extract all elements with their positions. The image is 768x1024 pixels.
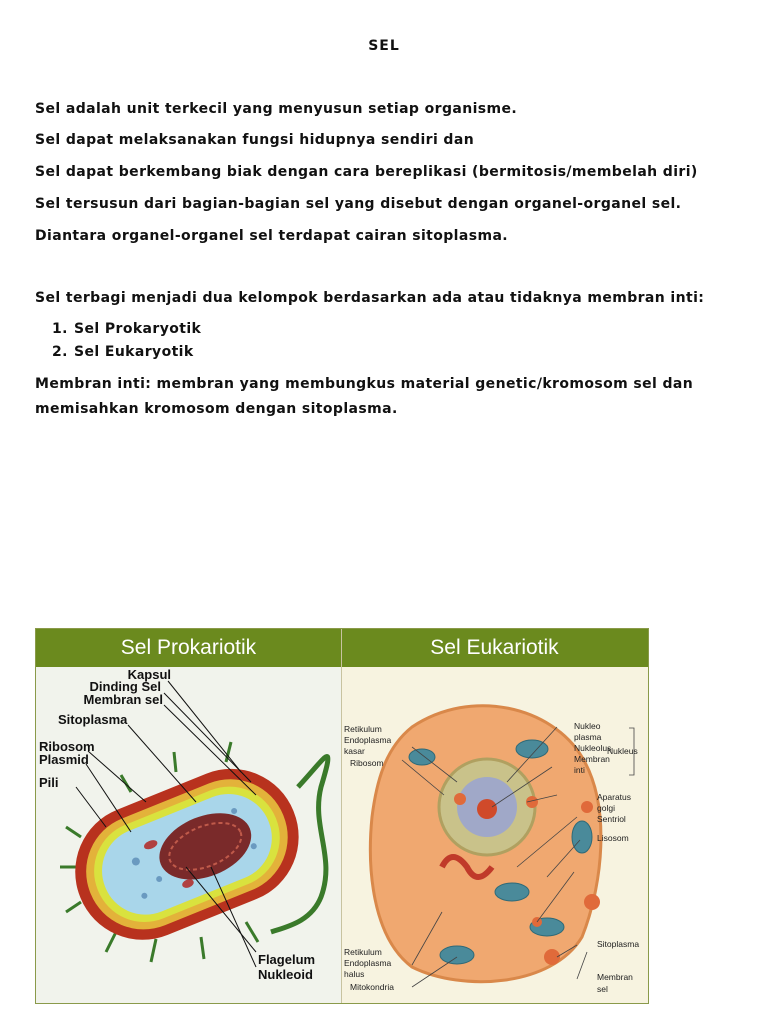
label-ribosom: Ribosom [39,739,95,754]
list-text: Sel Eukaryotik [74,344,194,360]
cell-type-list [52,321,201,367]
label-ret-kasar-1: Retikulum [344,724,382,734]
prokaryote-title: Sel Prokariotik [36,629,341,667]
paragraph-3: Sel dapat berkembang biak dengan cara bereplikasi (bermitosis/membelah diri) [35,164,698,180]
label-golgi-2: golgi [597,803,615,813]
label-nukleoplasma-2: plasma [574,732,602,742]
label-membran-inti-2: inti [574,765,585,775]
nucleolus-shape [477,799,497,819]
label-ret-kasar-3: kasar [344,746,365,756]
page-title: SEL [368,38,400,54]
definition-line-2: memisahkan kromosom dengan sitoplasma. [35,401,398,417]
list-item [52,321,201,344]
label-lisosom: Lisosom [597,833,629,843]
cell-comparison-figure [35,628,649,1004]
label-flagelum: Flagelum [258,952,316,967]
label-dinding-sel: Dinding Sel [89,679,161,694]
paragraph-1: Sel adalah unit terkecil yang menyusun setiap organisme. [35,101,518,117]
prokaryote-diagram [36,667,341,1003]
label-membran-sel: Membran sel [83,692,163,707]
label-golgi-1: Aparatus [597,792,632,802]
label-plasmid: Plasmid [39,752,89,767]
label-ret-halus-2: Endoplasma [344,958,392,968]
list-text: Sel Prokaryotik [74,321,202,337]
list-item [52,344,201,367]
label-nukleoplasma-1: Nukleo [574,721,601,731]
label-membran-sel-2: sel [597,984,608,994]
label-membran-sel-1: Membran [597,972,633,982]
label-nukleolus: Nukleolus [574,743,612,753]
label-ret-kasar-2: Endoplasma [344,735,392,745]
label-pili: Pili [39,775,59,790]
label-sentriol: Sentriol [597,814,626,824]
paragraph-4: Sel tersusun dari bagian-bagian sel yang disebut dengan organel-organel sel. [35,196,682,212]
paragraph-5: Diantara organel-organel sel terdapat cairan sitoplasma. [35,228,509,244]
label-membran-inti-1: Membran [574,754,610,764]
eukaryote-title: Sel Eukariotik [341,629,648,667]
label-ret-halus-1: Retikulum [344,947,382,957]
label-nukleus: Nukleus [607,746,638,756]
label-kapsul: Kapsul [127,667,171,682]
list-number: 1. [52,321,68,337]
label-sitoplasma: Sitoplasma [58,712,128,727]
label-nukleoid: Nukleoid [258,967,313,982]
label-mitokondria: Mitokondria [350,982,394,992]
definition-line-1: Membran inti: membran yang membungkus material genetic/kromosom sel dan [35,376,694,392]
label-ret-halus-3: halus [344,969,365,979]
classification-intro: Sel terbagi menjadi dua kelompok berdasarkan ada atau tidaknya membran inti: [35,290,705,306]
paragraph-2: Sel dapat melaksanakan fungsi hidupnya sendiri dan [35,132,475,148]
list-number: 2. [52,344,68,360]
label-sitoplasma-euk: Sitoplasma [597,939,640,949]
label-ribosom-euk: Ribosom [350,758,384,768]
eukaryote-diagram [342,667,648,1003]
